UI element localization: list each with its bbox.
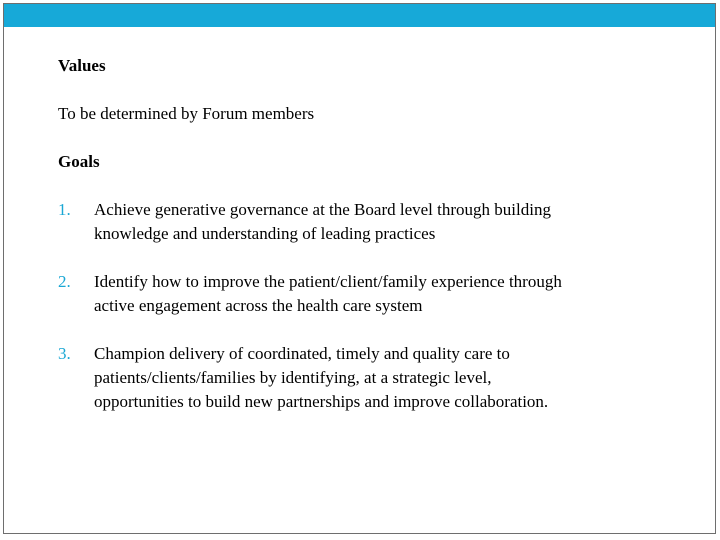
goals-heading: Goals [58, 152, 100, 171]
values-heading: Values [58, 56, 106, 75]
goal-text-line: knowledge and understanding of leading practices [94, 224, 436, 243]
goal-item-1 [58, 198, 678, 246]
goal-text-line: Achieve generative governance at the Board level through building [94, 200, 551, 219]
slide-content [58, 54, 678, 414]
slide [3, 3, 716, 534]
goal-number: 1. [58, 200, 71, 219]
goal-number: 2. [58, 272, 71, 291]
goal-number: 3. [58, 344, 71, 363]
values-text: To be determined by Forum members [58, 104, 315, 123]
goal-text-line: Identify how to improve the patient/client/family experience through [94, 272, 562, 291]
accent-top-bar [4, 4, 715, 27]
goal-item-3 [58, 342, 678, 414]
goal-text-line: opportunities to build new partnerships and improve collaboration. [94, 392, 549, 411]
goal-text-line: Champion delivery of coordinated, timely and quality care to [94, 344, 510, 363]
goal-text-line: active engagement across the health care system [94, 296, 423, 315]
goal-item-2 [58, 270, 678, 318]
goal-text-line: patients/clients/families by identifying, at a strategic level, [94, 368, 492, 387]
